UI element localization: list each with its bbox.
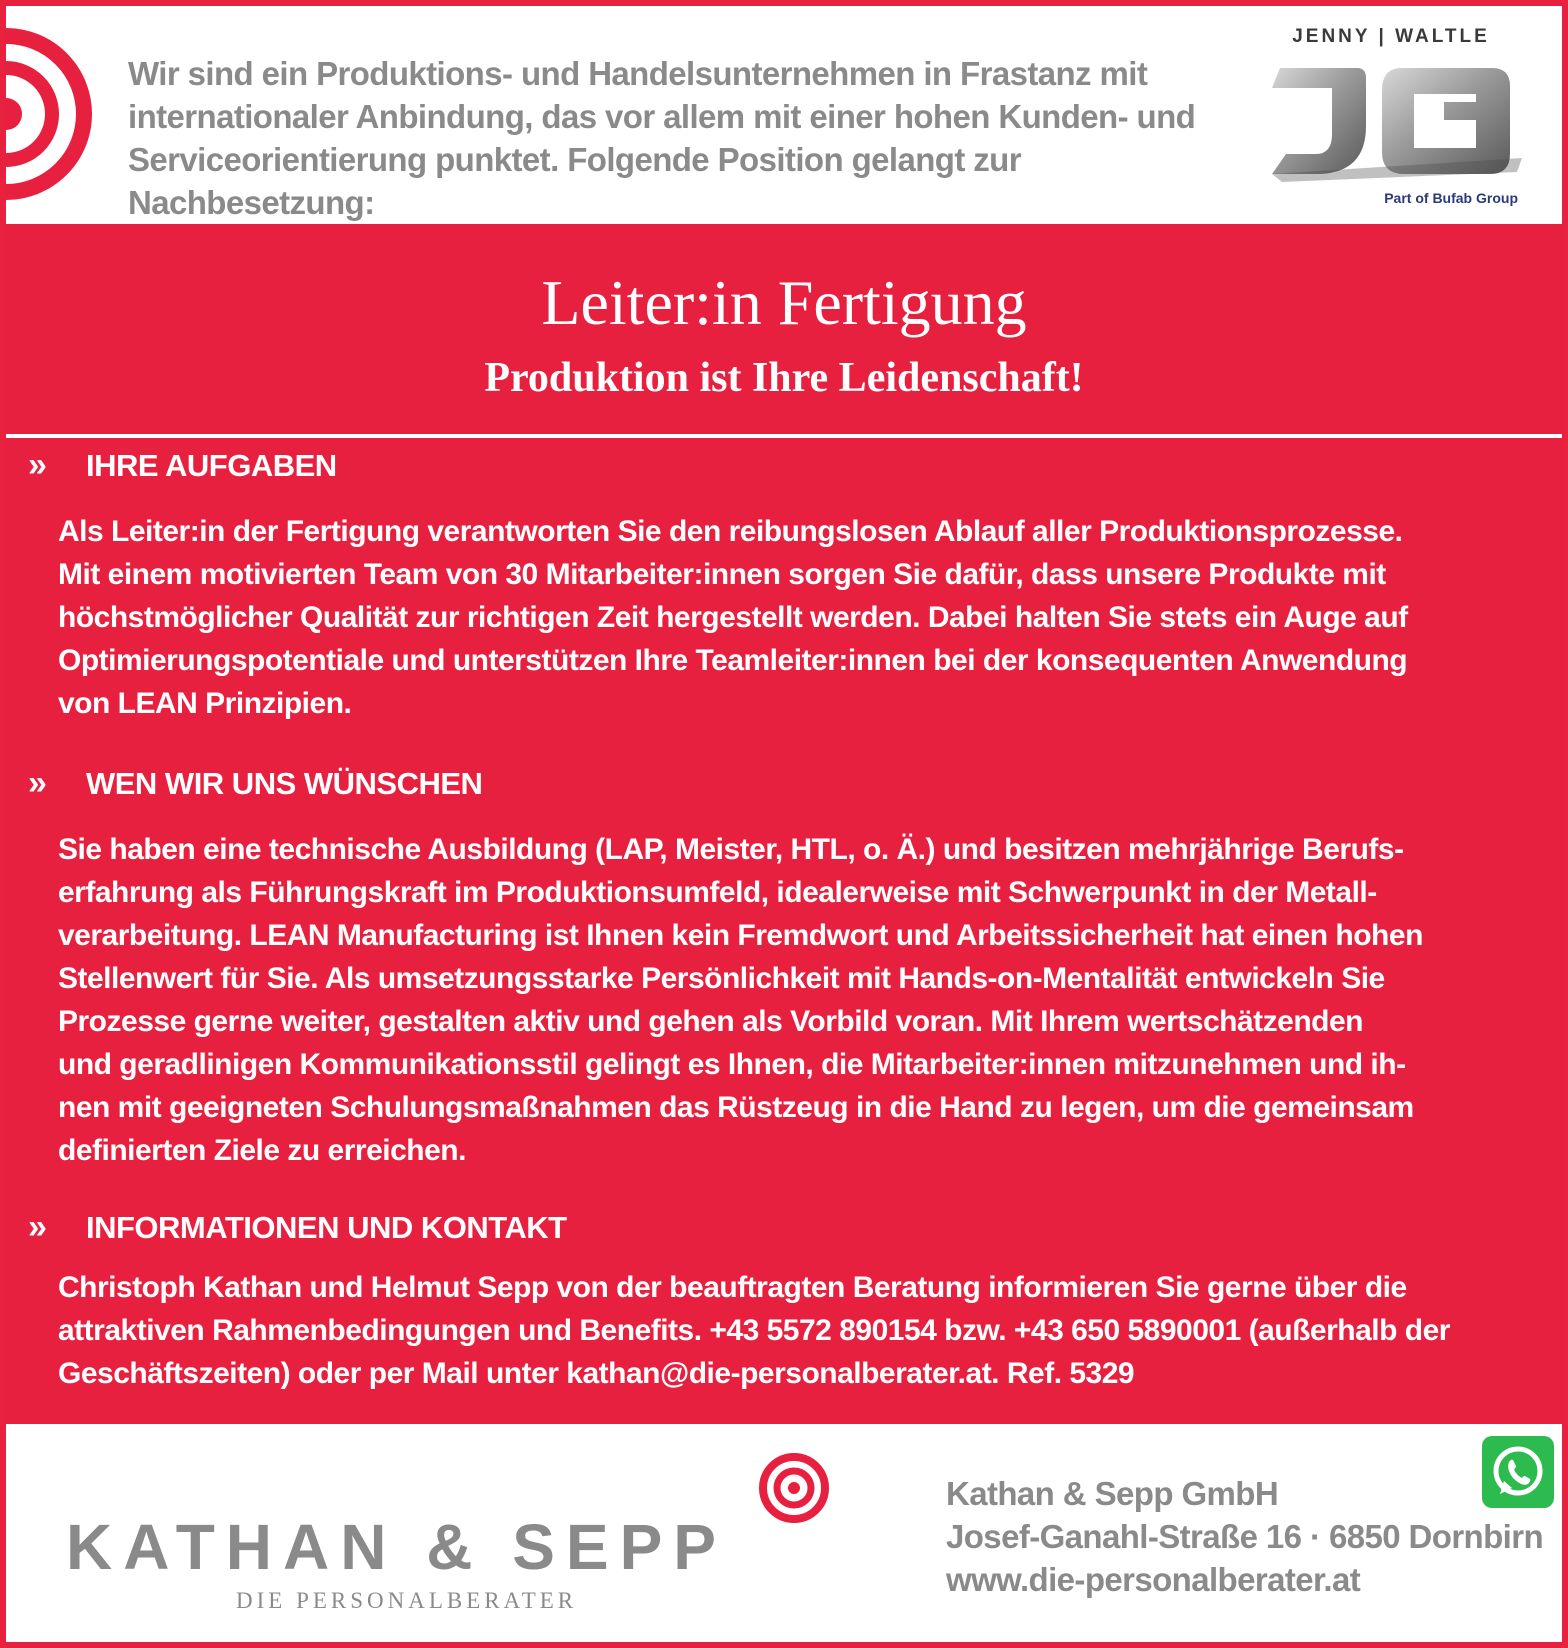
company-website-link[interactable]: www.die-personalberater.at: [946, 1561, 1361, 1598]
body-line: erfahrung als Führungskraft im Produktionsumfeld, idealerweise mit Schwerpunkt in der Metall-: [58, 876, 1377, 909]
company-address: Josef-Ganahl-Straße 16 · 6850 Dornbirn: [946, 1518, 1544, 1555]
intro-line: Serviceorientierung punktet. Folgende Position gelangt zur Nachbesetzung:: [128, 141, 1021, 221]
section-heading-kontakt: [28, 1208, 567, 1247]
header: [6, 6, 1562, 224]
job-subtitle: Produktion ist Ihre Leidenschaft!: [484, 355, 1084, 401]
body-line: Prozesse gerne weiter, gestalten aktiv und gehen als Vorbild voran. Mit Ihrem wertschätzenden: [58, 1005, 1363, 1038]
section-heading-text: INFORMATIONEN UND KONTAKT: [86, 1209, 567, 1245]
job-content: [6, 224, 1562, 1424]
job-title: Leiter:in Fertigung: [541, 267, 1027, 338]
body-line: und geradlinigen Kommunikationsstil gelingt es Ihnen, die Mitarbeiter:innen mitzunehmen und ih-: [58, 1048, 1406, 1081]
body-line: Mit einem motivierten Team von 30 Mitarbeiter:innen sorgen Sie dafür, dass unsere Produkte mit: [58, 558, 1386, 591]
logo-tagline: Part of Bufab Group: [1384, 190, 1518, 206]
jenny-waltle-logo: [1246, 24, 1548, 214]
kathan-sepp-tagline: DIE PERSONALBERATER: [236, 1588, 578, 1613]
body-line: Sie haben eine technische Ausbildung (LAP, Meister, HTL, o. Ä.) und besitzen mehrjährige Berufs-: [58, 833, 1404, 866]
company-name: Kathan & Sepp GmbH: [946, 1475, 1279, 1512]
body-line: definierten Ziele zu erreichen.: [58, 1134, 466, 1167]
divider: [6, 434, 1562, 438]
chevron-right-icon: »: [28, 1208, 44, 1246]
intro-line: internationaler Anbindung, das vor allem mit einer hohen Kunden- und: [128, 98, 1196, 135]
chevron-right-icon: »: [28, 764, 44, 802]
section-heading-text: IHRE AUFGABEN: [86, 447, 337, 483]
whatsapp-icon[interactable]: [1482, 1436, 1554, 1508]
body-line: von LEAN Prinzipien.: [58, 687, 352, 720]
intro-text: [128, 52, 1218, 224]
body-line: attraktiven Rahmenbedingungen und Benefits. +43 5572 890154 bzw. +43 650 5890001 (außerhalb der: [58, 1314, 1450, 1347]
logo-brand-text: JENNY | WALTLE: [1292, 26, 1490, 47]
section-body-wunsch: [58, 828, 1558, 1172]
body-line: Stellenwert für Sie. Als umsetzungsstarke Persönlichkeit mit Hands-on-Mentalität entwickeln Sie: [58, 962, 1385, 995]
target-icon: [758, 1452, 830, 1524]
body-line: Optimierungspotentiale und unterstützen Ihre Teamleiter:innen bei der konsequenten Anwendung: [58, 644, 1408, 677]
body-line: Als Leiter:in der Fertigung verantworten Sie den reibungslosen Ablauf aller Produktionsprozesse.: [58, 515, 1403, 548]
footer: [6, 1424, 1562, 1648]
body-line: verarbeitung. LEAN Manufacturing ist Ihnen kein Fremdwort und Arbeitssicherheit hat einen hohen: [58, 919, 1423, 952]
section-body-aufgaben: [58, 510, 1558, 725]
jw-logo-graphic: [1262, 62, 1532, 182]
body-line: Christoph Kathan und Helmut Sepp von der beauftragten Beratung informieren Sie gerne über die: [58, 1271, 1407, 1304]
section-heading-text: WEN WIR UNS WÜNSCHEN: [86, 765, 483, 801]
target-arc-icon: [6, 24, 96, 204]
contact-block: [946, 1472, 1543, 1601]
section-body-kontakt: [58, 1266, 1558, 1395]
body-line: nen mit geeigneten Schulungsmaßnahmen das Rüstzeug in die Hand zu legen, um die gemeinsam: [58, 1091, 1414, 1124]
body-line: höchstmöglicher Qualität zur richtigen Zeit hergestellt werden. Dabei halten Sie stets ein Auge auf: [58, 601, 1408, 634]
intro-line: Wir sind ein Produktions- und Handelsunternehmen in Frastanz mit: [128, 55, 1148, 92]
section-heading-aufgaben: [28, 446, 337, 485]
body-line: Geschäftszeiten) oder per Mail unter kathan@die-personalberater.at. Ref. 5329: [58, 1357, 1135, 1390]
section-heading-wunsch: [28, 764, 482, 803]
chevron-right-icon: »: [28, 446, 44, 484]
kathan-sepp-logo-text: KATHAN & SEPP: [66, 1511, 727, 1583]
